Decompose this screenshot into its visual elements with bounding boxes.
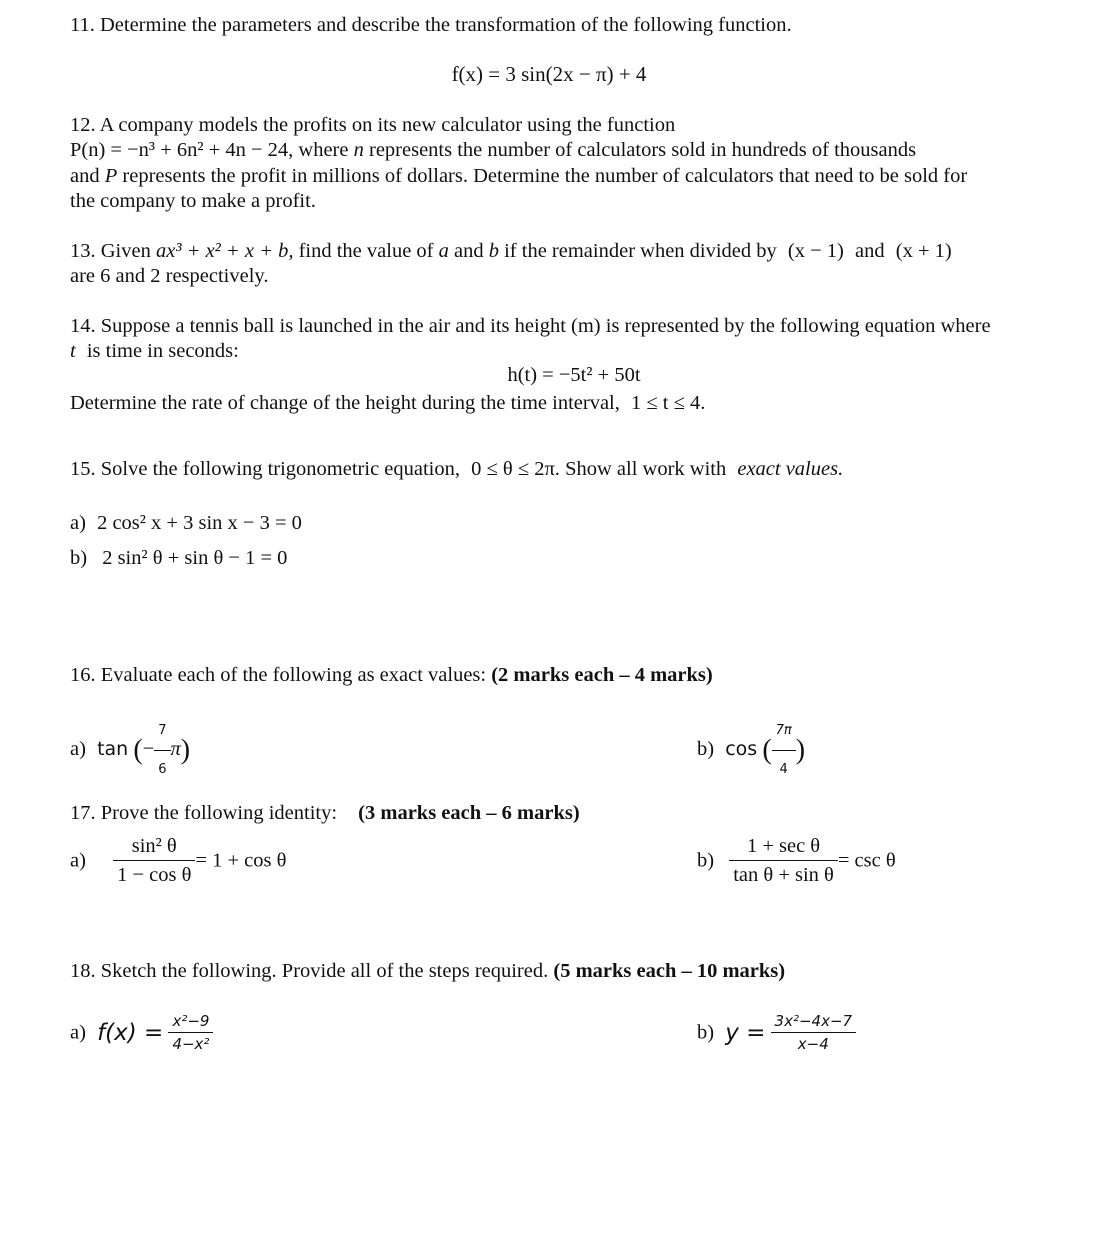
q18-part-a [70, 1010, 213, 1055]
q16-b-num: 7π [772, 712, 796, 751]
q18-b-den: x−4 [797, 1035, 829, 1053]
q16-b-fraction [772, 712, 796, 789]
q12-line2 [70, 137, 916, 163]
q15-exact-values: exact values. [737, 458, 844, 480]
q15-mid: Show all work with [565, 458, 727, 480]
q12-line3 [70, 163, 967, 189]
q12-line1: 12. A company models the profits on its new calculator using the function [70, 114, 676, 136]
q13-divisor1: (x − 1) [787, 240, 844, 262]
q12-var-n: n [353, 139, 364, 161]
q18-b-lhs: y = [725, 1019, 766, 1046]
q14-line3-text: Determine the rate of change of the height during the time interval, [70, 392, 620, 414]
q13-mid-a: find the value of [298, 240, 434, 262]
q14-equation: h(t) = −5t² + 50t [507, 364, 641, 386]
q18-text: 18. Sketch the following. Provide all of the steps required. [70, 960, 549, 982]
q14-var-t: t [70, 340, 76, 362]
q15-b-label: b) [70, 547, 88, 569]
q12-line2-text: represents the number of calculators sold in hundreds of thousands [369, 139, 917, 161]
q13-var-b: b [488, 240, 499, 262]
q11-text: 11. Determine the parameters and describe the transformation of the following function. [70, 14, 792, 36]
q13-var-a: a [438, 240, 449, 262]
q18-marks: (5 marks each – 10 marks) [553, 960, 786, 982]
q15-a-equation: 2 cos² x + 3 sin x − 3 = 0 [97, 512, 302, 534]
q14-interval: 1 ≤ t ≤ 4. [631, 392, 706, 414]
q13-line1 [70, 238, 952, 264]
q11-equation: f(x) = 3 sin(2x − π) + 4 [451, 62, 647, 86]
q16-part-a: a) tan (− $\frac{7}{6}$ π) [70, 712, 190, 789]
q12-var-p: P [104, 165, 118, 187]
q13-line2: are 6 and 2 respectively. [70, 265, 269, 287]
q18-a-lhs: f(x) = [97, 1019, 164, 1046]
q13-polynomial: ax³ + x² + x + b, [155, 240, 294, 262]
q17-text: 17. Prove the following identity: [70, 802, 338, 824]
q17-a-den: 1 − cos θ [117, 864, 192, 886]
q13-divisor2: (x + 1) [895, 240, 952, 262]
q17-a-label: a) [70, 849, 86, 872]
q12-and: and [70, 165, 100, 187]
q18-b-fraction [771, 1010, 857, 1055]
q17-b-den: tan θ + sin θ [733, 864, 834, 886]
q16-a-den: 6 [158, 762, 167, 777]
q18-line1 [70, 958, 785, 984]
q14-line1: 14. Suppose a tennis ball is launched in the air and its height (m) is represented by the following equation where [70, 315, 991, 337]
q13-and2: and [855, 240, 885, 262]
q17-part-a [70, 832, 286, 889]
q16-text: 16. Evaluate each of the following as exact values: [70, 664, 487, 686]
q15-part-a [70, 510, 302, 536]
q16-a-fraction [154, 712, 170, 789]
q17-marks: (3 marks each – 6 marks) [358, 802, 580, 824]
q17-b-num: 1 + sec θ [729, 832, 838, 861]
q16-part-b: b) cos ( $\frac{7\pi}{4}$ ) [697, 712, 805, 789]
q18-part-b [697, 1010, 856, 1055]
q15-b-equation: 2 sin² θ + sin θ − 1 = 0 [102, 547, 288, 569]
q16-b-den: 4 [779, 762, 788, 777]
q18-a-label: a) [70, 1021, 86, 1044]
q12-where: where [298, 139, 349, 161]
q15-prefix: 15. Solve the following trigonometric equation, [70, 458, 461, 480]
q17-b-rhs: = csc θ [837, 849, 896, 872]
q17-line1 [70, 800, 580, 826]
q16-marks: (2 marks each – 4 marks) [491, 664, 713, 686]
q16-b-func: cos [725, 738, 758, 761]
q18-b-num: 3x²−4x−7 [771, 1010, 857, 1033]
q17-a-fraction [113, 832, 195, 889]
q18-a-den: 4−x² [172, 1035, 210, 1053]
q16-line1 [70, 662, 713, 688]
q15-a-label: a) [70, 512, 86, 534]
q18-a-num: x²−9 [168, 1010, 213, 1033]
q16-a-pi: π [170, 738, 181, 761]
q12-line3-text: represents the profit in millions of dollars. Determine the number of calculators that need to be sold for [122, 165, 968, 187]
q18-a-fraction [168, 1010, 213, 1055]
q14-line2 [70, 338, 239, 364]
q17-b-label: b) [697, 849, 715, 872]
q15-line1 [70, 456, 843, 482]
q16-a-func: tan [97, 738, 129, 761]
q15-range: 0 ≤ θ ≤ 2π. [471, 458, 560, 480]
q13-mid-b: if the remainder when divided by [504, 240, 777, 262]
q17-a-num: sin² θ [113, 832, 195, 861]
q14-line2-text: is time in seconds: [86, 340, 239, 362]
q16-b-label: b) [697, 738, 715, 761]
q16-a-sign: − [142, 738, 155, 761]
q16-a-num: 7 [154, 712, 170, 751]
q17-a-rhs: = 1 + cos θ [195, 849, 287, 872]
q14-line3 [70, 390, 705, 416]
q16-a-label: a) [70, 738, 86, 761]
q15-part-b [70, 545, 287, 571]
q13-prefix: 13. Given [70, 240, 151, 262]
q12-line4: the company to make a profit. [70, 190, 316, 212]
q17-b-fraction [729, 832, 838, 889]
q13-and1: and [454, 240, 484, 262]
q12-function: P(n) = −n³ + 6n² + 4n − 24, [70, 139, 294, 161]
q18-b-label: b) [697, 1021, 715, 1044]
q17-part-b [697, 832, 896, 889]
